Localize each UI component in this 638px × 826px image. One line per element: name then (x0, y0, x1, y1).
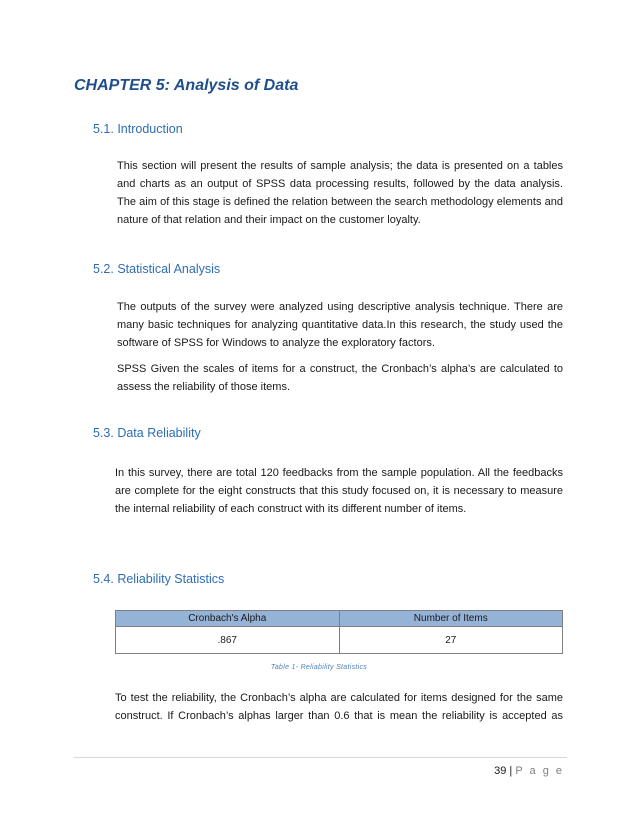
section-heading-data-reliability: 5.3. Data Reliability (93, 426, 201, 440)
footer-divider (74, 757, 567, 758)
table-cell-number-of-items: 27 (339, 627, 563, 654)
page-label: P a g e (515, 765, 564, 777)
table-caption: Table 1- Reliability Statistics (270, 664, 368, 671)
section-heading-reliability-statistics: 5.4. Reliability Statistics (93, 572, 225, 586)
section-heading-introduction: 5.1. Introduction (93, 122, 183, 136)
page-number: 39 (494, 765, 507, 777)
chapter-title: CHAPTER 5: Analysis of Data (74, 77, 299, 94)
paragraph-statistical-analysis-2: SPSS Given the scales of items for a construct, the Cronbach’s alpha’s are calculated to assess the reliability of those items. (117, 363, 563, 393)
table-header-number-of-items: Number of Items (339, 611, 563, 627)
footer-separator: | (509, 765, 513, 777)
reliability-statistics-table (115, 610, 563, 654)
table-header-cronbach-alpha: Cronbach's Alpha (116, 611, 340, 627)
paragraph-introduction: This section will present the results of sample analysis; the data is presented on a tables and charts as an output of SPSS data processing results, followed by the data analysis. The aim of this stage is defined the relation between the search methodology elements and nature of that relation and their impact on the customer loyalty. (117, 160, 563, 226)
section-heading-statistical-analysis: 5.2. Statistical Analysis (93, 262, 221, 276)
paragraph-statistical-analysis-1: The outputs of the survey were analyzed using descriptive analysis technique. There are many basic techniques for analyzing quantitative data.In this research, the study used the software of SPSS for Windows to analyze the exploratory factors. (117, 301, 563, 349)
table-cell-cronbach-alpha: .867 (116, 627, 340, 654)
paragraph-reliability-statistics: To test the reliability, the Cronbach’s alpha are calculated for items designed for the same construct. If Cronbach’s alphas larger than 0.6 that is mean the reliability is accepted as (115, 692, 563, 722)
paragraph-data-reliability: In this survey, there are total 120 feedbacks from the sample population. All the feedbacks are complete for the eight constructs that this study focused on, it is necessary to measure the internal reliability of each construct with its different number of items. (115, 467, 563, 515)
table-header-row (116, 611, 563, 627)
table-row (116, 627, 563, 654)
page-footer (494, 765, 564, 777)
